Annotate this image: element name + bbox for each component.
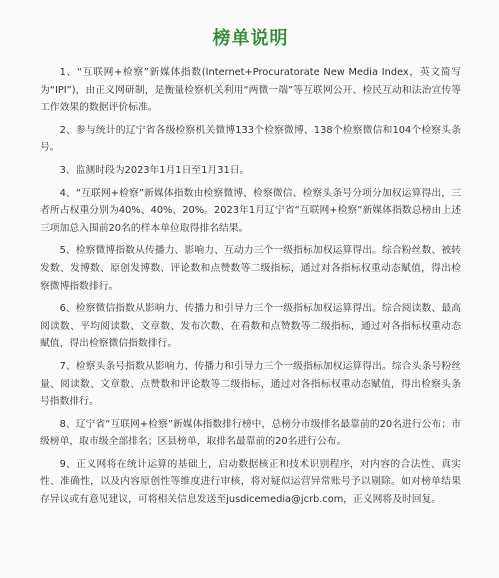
paragraph-5: 5、检察微博指数从传播力、影响力、互动力三个一级指标加权运算得出。综合粉丝数、被转发数、发博数、原创发博数、评论数和点赞数等二级指标，通过对各指标权重动态赋值，得出检察微博指数排行。 [40, 245, 461, 292]
paragraph-1: 1、“互联网+检察”新媒体指数(Internet+Procuratorate New Media Index，英文简写为“IPI”)，由正义网研制，是衡量检察机关利用“两微一端”等互联网公开、检民互动和法治宣传等工作效果的数据评价标准。 [40, 67, 461, 114]
paragraph-6: 6、检察微信指数从影响力、传播力和引导力三个一级指标加权运算得出。综合阅读数、最高阅读数、平均阅读数、文章数、发布次数、在看数和点赞数等二级指标，通过对各指标权重动态赋值，得出检察微信指数排行。 [40, 303, 461, 350]
paragraph-9: 9、正义网将在统计运算的基础上，启动数据核正和技术识别程序，对内容的合法性、真实性、准确性，以及内容原创性等维度进行审核，将对疑似运营异常账号予以剔除。如对榜单结果存异议或有意见建议，可将相关信息发送至jusdicemedia@jcrb.com，正义网将及时回复。 [40, 458, 461, 506]
paragraph-2: 2、参与统计的辽宁省各级检察机关微博133个检察微博、138个检察微信和104个检察头条号。 [40, 124, 461, 154]
paragraph-8: 8、辽宁省“互联网+检察”新媒体指数排行榜中，总榜分市级排名最靠前的20名进行公布；市级榜单，取市级全部排名；区县榜单，取排名最靠前的20名进行公布。 [40, 418, 461, 448]
paragraph-7: 7、检察头条号指数从影响力、传播力和引导力三个一级指标加权运算得出。综合头条号粉丝量、阅读数、文章数、点赞数和评论数等二级指标，通过对各指标权重动态赋值，得出检察头条号指数排行。 [40, 360, 461, 408]
page-title: 榜单说明 [212, 28, 289, 49]
paragraph-4: 4、“互联网+检察”新媒体指数由检察微博、检察微信、检察头条号分项分加权运算得出，三者所占权重分别为40%、40%、20%。2023年1月辽宁省“互联网+检察”新媒体指数总榜由上述三项加总入围前20名的样本单位取得排名结果。 [40, 187, 461, 234]
paragraph-3: 3、监测时段为2023年1月1日至1月31日。 [59, 164, 250, 176]
